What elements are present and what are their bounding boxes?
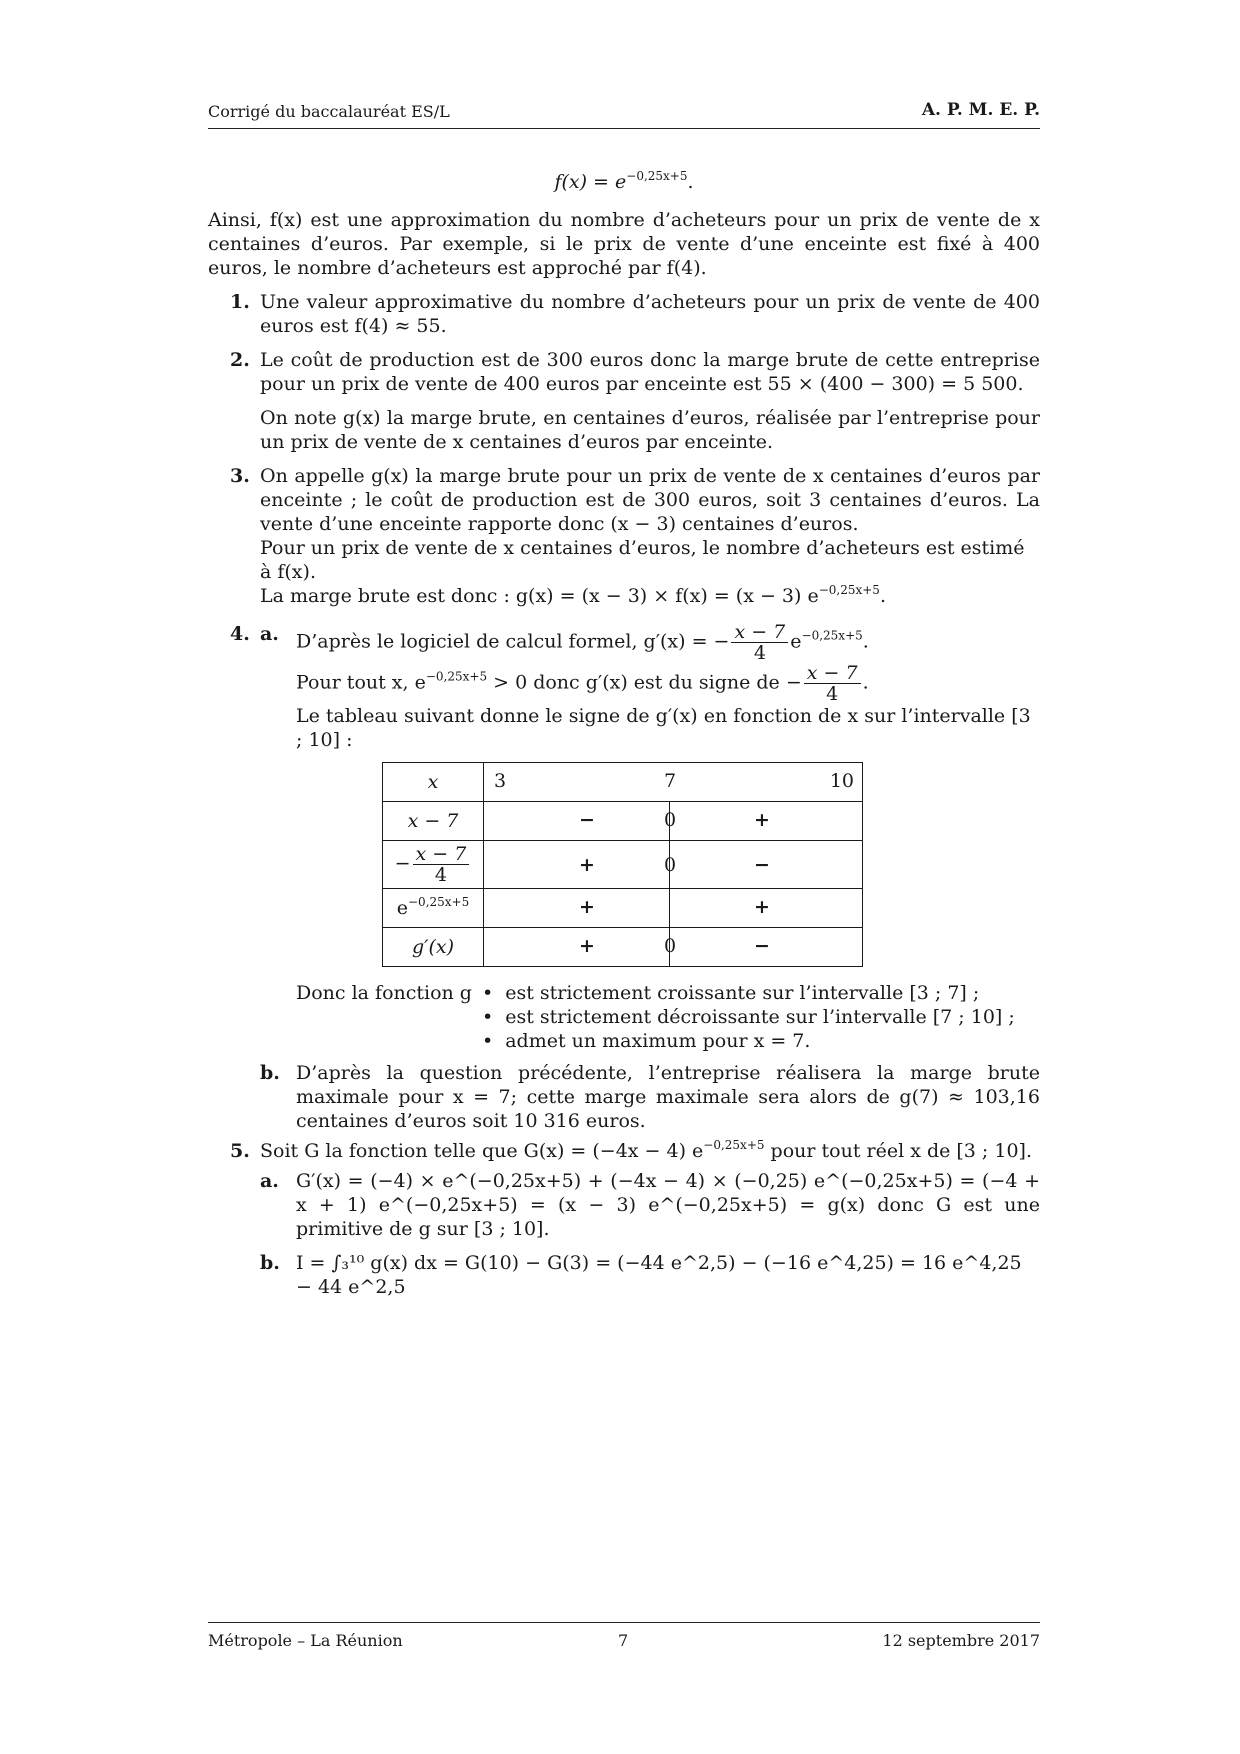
row-signs [484, 802, 863, 841]
subquestion-label: a. [260, 623, 279, 645]
table-x-values [484, 763, 863, 802]
question-number: 4. [230, 623, 250, 645]
x-value: 7 [664, 770, 677, 792]
zero-value: 0 [664, 935, 677, 957]
sign-value: + [754, 809, 770, 831]
subquestion-label: b. [260, 1252, 280, 1274]
question-text: D’après la question précédente, l’entreprise réalisera la marge brute maximale pour x = 7; cette marge maximale sera alors de g(7) ≈ 103,16 centaines d’euros soit 10 316 euros. [296, 1062, 1040, 1132]
sign-argument-line: Pour tout x, $e^{-0,25x+5} > 0$ donc g′(x) est du signe de − $\frac{x - 7}{4}$ . [296, 662, 869, 705]
row-signs [484, 889, 863, 928]
row-label: g′(x) [383, 928, 484, 967]
x-value: 3 [494, 770, 507, 792]
conclusion-lead: Donc la fonction g [296, 982, 472, 1004]
question-5b [260, 1251, 1040, 1299]
question-number: 2. [230, 349, 250, 371]
header-title: Corrigé du baccalauréat ES/L [208, 102, 450, 121]
question-5 [208, 1139, 1040, 1299]
header-brand: A. P. M. E. P. [921, 100, 1040, 120]
zero-value: 0 [664, 809, 677, 831]
question-1 [208, 290, 1040, 338]
question-4b [260, 1061, 1040, 1133]
row-label: − $\frac{x - 7}{4}$ [383, 841, 484, 889]
question-text-2: Pour un prix de vente de x centaines d’euros, le nombre d’acheteurs est estimé à f(x). [260, 537, 1025, 583]
question-3 [208, 464, 1040, 608]
conclusion-block [260, 981, 1040, 1057]
subquestion-label: b. [260, 1062, 280, 1084]
list-item: • admet un maximum pour x = 7. [482, 1030, 811, 1052]
sign-value: + [579, 854, 595, 876]
page-number: 7 [618, 1631, 629, 1650]
table-row [383, 928, 863, 967]
sign-value: − [754, 854, 770, 876]
question-text: I = ∫₃¹⁰ g(x) dx = G(10) − G(3) = (−44 e^2,5) − (−16 e^4,25) = 16 e^4,25 − 44 e^2,5 [296, 1252, 1022, 1298]
table-header-x: x [383, 763, 484, 802]
table-intro: Le tableau suivant donne le signe de g′(x) en fonction de x sur l’intervalle [3 ; 10] : [296, 705, 1031, 751]
footer-left: Métropole – La Réunion [208, 1631, 403, 1650]
sign-value: − [754, 935, 770, 957]
fraction: $\frac{x - 7}{4}$ [413, 844, 470, 885]
question-4 [208, 622, 1040, 1133]
bullet-list [482, 981, 1015, 1053]
table-row [383, 802, 863, 841]
list-item: • est strictement croissante sur l’intervalle [3 ; 7] ; [482, 982, 980, 1004]
list-item: • est strictement décroissante sur l’intervalle [7 ; 10] ; [482, 1006, 1015, 1028]
question-4a [260, 622, 1040, 752]
row-label: $e^{-0,25x+5}$ [383, 889, 484, 928]
question-number: 1. [230, 291, 250, 313]
derivative-line: D’après le logiciel de calcul formel, g′(x) = − $\frac{x - 7}{4}$ $e^{-0,25x+5}$. [296, 621, 869, 664]
row-label: x − 7 [383, 802, 484, 841]
table-row [383, 763, 863, 802]
x-value: 10 [829, 770, 854, 792]
question-text: On appelle g(x) la marge brute pour un prix de vente de x centaines d’euros par enceinte ; le coût de production est de 300 euros, soit 3 centaines d’euros. La vente d’une enceinte rapporte donc (x − 3) centaines d’euros. [260, 465, 1040, 535]
intro-paragraph: Ainsi, f(x) est une approximation du nombre d’acheteurs pour un prix de vente de x centaines d’euros. Par exemple, si le prix de vente d’une enceinte est fixé à 400 euros, le nombre d’acheteurs est approché par f(4). [208, 209, 1040, 279]
question-5a [260, 1169, 1040, 1241]
row-signs [484, 841, 863, 889]
question-text: G′(x) = (−4) × e^(−0,25x+5) + (−4x − 4) × (−0,25) e^(−0,25x+5) = (−4 + x + 1) e^(−0,25x+5) = (x − 3) e^(−0,25x+5) = g(x) donc G est une primitive de g sur [3 ; 10]. [296, 1170, 1040, 1240]
fraction: $\frac{x - 7}{4}$ [731, 622, 788, 663]
question-number: 5. [230, 1140, 250, 1162]
sign-value: + [754, 896, 770, 918]
table-row [383, 889, 863, 928]
question-text: Le coût de production est de 300 euros donc la marge brute de cette entreprise pour un prix de vente de 400 euros par enceinte est 55 × (400 − 300) = 5 500. [260, 349, 1040, 395]
question-text: Soit G la fonction telle que G(x) = (−4x − 4) $e^{-0,25x+5}$ pour tout réel x de [3 ; 10]. [260, 1138, 1032, 1162]
subquestion-label: a. [260, 1170, 279, 1192]
question-2 [208, 348, 1040, 454]
question-note: On note g(x) la marge brute, en centaines d’euros, réalisée par l’entreprise pour un prix de vente de x centaines d’euros par enceinte. [260, 407, 1040, 453]
fraction: $\frac{x - 7}{4}$ [804, 663, 861, 704]
zero-value: 0 [664, 854, 677, 876]
intro-formula: $f(x) = e^{-0,25x+5}$. [554, 169, 694, 193]
sign-value: + [579, 896, 595, 918]
question-number: 3. [230, 465, 250, 487]
document-body [208, 170, 1040, 1299]
page-footer [208, 1622, 1040, 1653]
sign-table [382, 762, 863, 967]
sign-value: − [579, 809, 595, 831]
table-row [383, 841, 863, 889]
question-text: Une valeur approximative du nombre d’acheteurs pour un prix de vente de 400 euros est f(4) ≈ 55. [260, 291, 1040, 337]
question-text-3: La marge brute est donc : g(x) = (x − 3) × f(x) = (x − 3) $e^{-0,25x+5}$. [260, 583, 886, 607]
page-header [208, 100, 1040, 129]
sign-value: + [579, 935, 595, 957]
footer-date: 12 septembre 2017 [882, 1631, 1040, 1650]
row-signs [484, 928, 863, 967]
